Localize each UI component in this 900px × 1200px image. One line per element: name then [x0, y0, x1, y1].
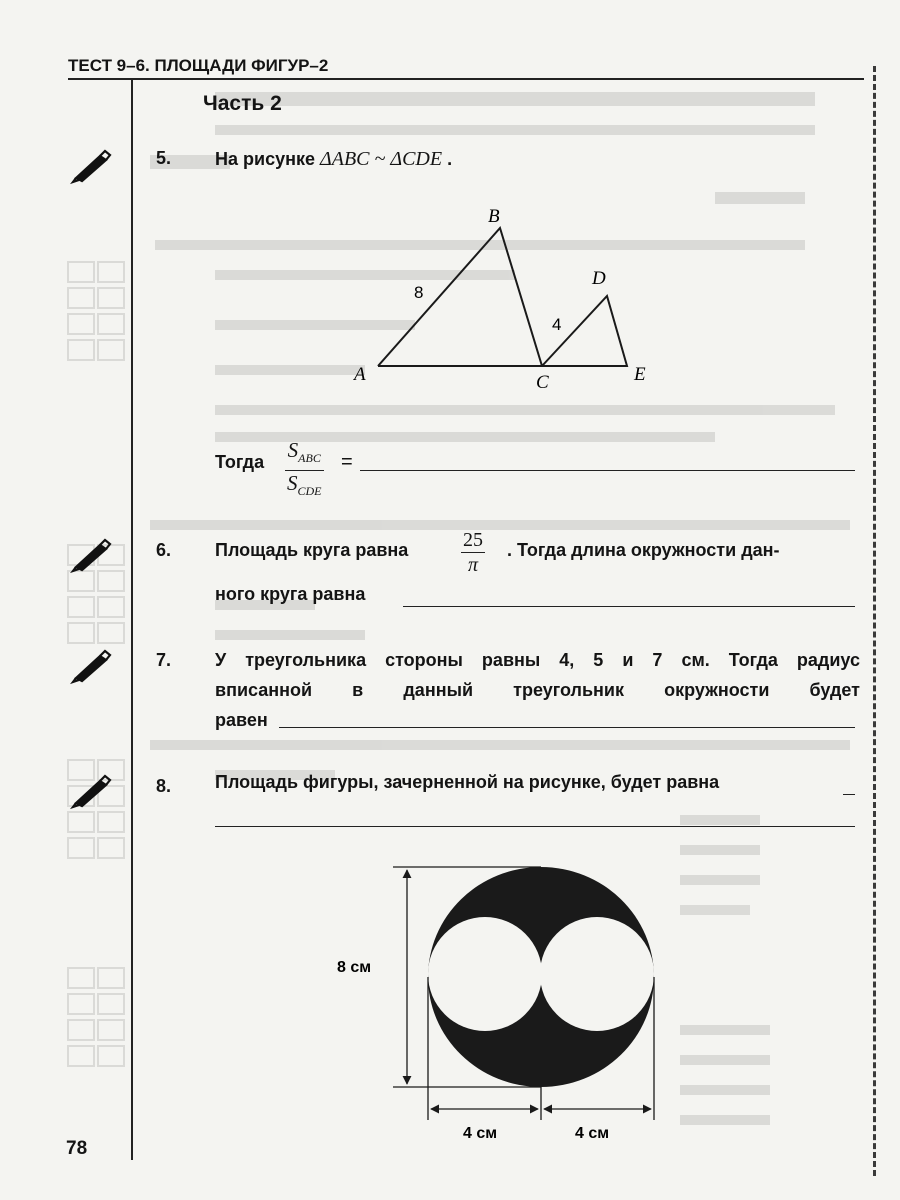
equals-sign: = [341, 451, 353, 473]
question-6-line1-post: . Тогда длина окружности дан- [507, 540, 780, 560]
question-7-line1: У треугольника стороны равны 4, 5 и 7 см. Тогда радиус [215, 650, 860, 670]
question-5-lead: На рисунке [215, 149, 320, 169]
label-e: E [634, 364, 646, 385]
question-5-answer-row [215, 438, 860, 499]
label-c: C [536, 372, 549, 393]
cut-line [873, 66, 876, 1176]
question-8-text [215, 772, 860, 793]
area-fraction [461, 528, 485, 577]
circles-figure [335, 858, 680, 1142]
answer-prefix: Тогда [215, 452, 265, 472]
triangle-abc [378, 228, 542, 366]
numerator-sub: ABC [298, 451, 321, 466]
question-7-text [215, 645, 860, 735]
similarity-statement: ΔABC ~ ΔCDE [320, 148, 443, 170]
test-title: ТЕСТ 9–6. ПЛОЩАДИ ФИГУР–2 [68, 56, 329, 75]
denominator-s: S [287, 471, 298, 496]
side-cd-length: 4 [552, 315, 562, 334]
width-right-label: 4 см [575, 1125, 610, 1142]
triangles-figure [340, 200, 670, 395]
height-label: 8 см [337, 959, 372, 976]
part-title: Часть 2 [203, 92, 282, 115]
area-numerator: 25 [463, 529, 483, 551]
page-header [68, 56, 864, 80]
question-8-number: 8. [156, 776, 172, 796]
pen-icon [70, 648, 112, 684]
pen-icon [70, 537, 112, 573]
answer-line-6[interactable] [403, 606, 855, 607]
answer-line-5[interactable] [360, 470, 855, 471]
side-ab-length: 8 [414, 283, 424, 302]
answer-line-7[interactable] [279, 727, 855, 728]
inner-circle-left [428, 917, 542, 1031]
numerator-s: S [287, 438, 299, 462]
question-7-line3: равен [215, 710, 268, 730]
area-ratio-fraction [285, 438, 324, 503]
page-number: 78 [66, 1138, 88, 1159]
question-8-line1: Площадь фигуры, зачерненной на рисунке, будет равна [215, 772, 720, 792]
question-5-period: . [442, 149, 453, 169]
width-left-label: 4 см [463, 1125, 498, 1142]
pen-icon [70, 773, 112, 809]
margin-rule [131, 80, 133, 1160]
area-denominator: π [467, 554, 479, 576]
denominator-sub: CDE [297, 484, 322, 499]
question-5-text [215, 143, 855, 176]
label-a: A [354, 364, 366, 385]
label-b: B [488, 206, 500, 227]
pen-icon [70, 148, 112, 184]
label-d: D [592, 268, 606, 289]
question-6-line2: ного круга равна [215, 584, 366, 604]
question-7-line2: вписанной в данный треугольник окружности будет [215, 680, 860, 700]
answer-line-8a[interactable] [843, 794, 855, 795]
answer-line-8b[interactable] [215, 826, 855, 827]
inner-circle-right [540, 917, 654, 1031]
question-6-number: 6. [156, 540, 172, 560]
question-7-number: 7. [156, 650, 172, 670]
question-6-line1-pre: Площадь круга равна [215, 540, 409, 560]
question-5-number: 5. [156, 148, 172, 168]
